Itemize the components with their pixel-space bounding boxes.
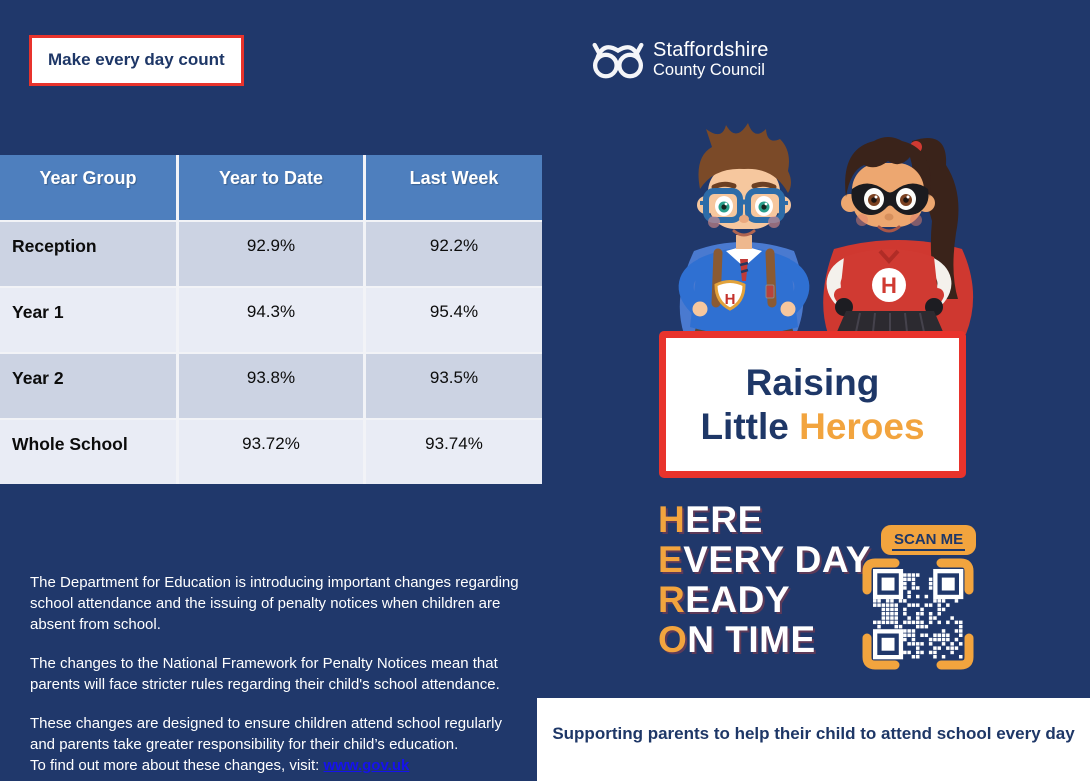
council-logo (590, 35, 769, 83)
table-cell: 94.3% (179, 288, 363, 352)
banner-line-2: Little Heroes (700, 405, 925, 447)
hero-acronym (658, 500, 871, 660)
attendance-table (0, 155, 542, 484)
table-cell: 95.4% (366, 288, 542, 352)
council-subname: County Council (653, 60, 765, 79)
table-cell: 92.2% (366, 222, 542, 286)
acronym-line-here: HERE (658, 499, 763, 540)
gov-uk-link[interactable]: www.gov.uk (323, 757, 410, 774)
superhero-boy (680, 123, 804, 334)
acronym-line-on-time: ON TIME (658, 619, 816, 660)
banner-line-1: Raising (745, 361, 880, 403)
table-cell: 93.8% (179, 354, 363, 418)
info-paragraph-3 (30, 713, 522, 776)
council-logo-text (653, 39, 769, 80)
table-header-year-group: Year Group (0, 155, 176, 220)
girl-badge-letter: H (881, 273, 897, 298)
superhero-girl (823, 137, 973, 334)
council-name: Staffordshire (653, 38, 769, 61)
stafford-knot-icon (590, 35, 646, 83)
acronym-line-ready: READY (658, 579, 791, 620)
table-cell: 93.74% (366, 420, 542, 484)
scan-me-badge (881, 525, 976, 555)
table-row-label: Reception (0, 222, 176, 286)
table-header-year-to-date: Year to Date (179, 155, 363, 220)
qr-code-graphic (862, 556, 974, 672)
qr-code[interactable] (862, 556, 974, 672)
raising-little-heroes-banner (659, 331, 966, 478)
table-header-last-week: Last Week (366, 155, 542, 220)
tagline-text: Make every day count (48, 50, 225, 69)
table-row-label: Whole School (0, 420, 176, 484)
table-cell: 92.9% (179, 222, 363, 286)
tagline-box (29, 35, 244, 86)
info-paragraph-3-text: These changes are designed to ensure children attend school regularly and parents take greater responsibility for their child’s education. (30, 715, 502, 753)
footer-banner (537, 698, 1090, 781)
table-row-label: Year 2 (0, 354, 176, 418)
info-paragraph-2: The changes to the National Framework for Penalty Notices mean that parents will face stricter rules regarding their child's school attendance. (30, 655, 500, 693)
superhero-kids-illustration (648, 101, 980, 334)
table-row-label: Year 1 (0, 288, 176, 352)
table-cell: 93.72% (179, 420, 363, 484)
footer-message: Supporting parents to help their child to attend school every day (552, 723, 1075, 743)
table-cell: 93.5% (366, 354, 542, 418)
info-paragraph-3-cta: To find out more about these changes, visit: (30, 757, 324, 774)
boy-badge-letter: H (724, 291, 736, 308)
acronym-line-every-day: EVERY DAY (658, 539, 871, 580)
scan-me-label: SCAN ME (892, 531, 965, 551)
info-paragraphs (30, 572, 522, 781)
info-paragraph-1: The Department for Education is introducing important changes regarding school attendance and the issuing of penalty notices when children are absent from school. (30, 574, 519, 633)
